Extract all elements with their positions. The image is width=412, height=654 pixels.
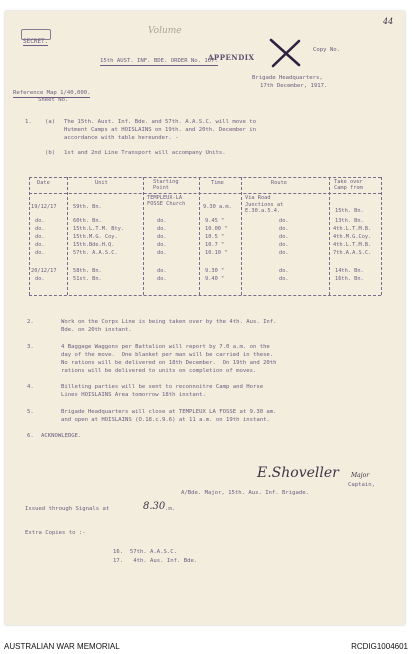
para-2-line: Work on the Corps Line is being taken over by the 4th. Aus. Inf. [61,319,277,325]
cell-from: 16th. Bn. [335,276,364,282]
order-date: 17th December, 1917. [260,83,328,89]
signature-title: A/Bde. Major, 15th. Aus. Inf. Brigade. [181,490,309,496]
cell-route: do. [279,242,289,248]
cell-time: 9.40 " [205,276,225,282]
order-title: 15th AUST. INF. BDE. ORDER No. 107. [100,58,218,64]
signature-rank: Major [351,472,370,479]
cell-from: 4th.M.G.Coy. [333,234,372,240]
header-unit: Unit [95,180,108,186]
cell-date: do. [35,250,45,256]
appendix-stamp: APPENDIX [208,53,255,62]
issued-suffix: .m. [165,506,176,512]
cell-route: do. [279,226,289,232]
signature: E.Shoveller [257,465,339,481]
cell-date: do. [35,218,45,224]
para-3-line: rations will be delivered to units on completion of moves. [61,368,257,374]
cell-time: 10.00 " [205,226,228,232]
issued-text: Issued through Signals at [25,506,110,512]
para-5-line: and open at HOISLAINS (O.18.c.9.6) at 11 a.m. on 19th instant. [61,417,270,423]
cell-from: 4th.L.T.M.B. [333,242,372,248]
cell-route: do. [279,218,289,224]
cell-unit: 51st. Bn. [73,276,102,282]
cell-time: 9.30 a.m. [203,204,232,210]
para-4-number: 4. [27,384,34,390]
reference-map: Reference Map 1/40,000. [13,90,91,96]
header-take-over: Take over Camp from [334,179,363,192]
header-starting-point: Starting Point [153,179,179,192]
cell-route: do. [279,234,289,240]
cell-time: 9.45 " [205,218,225,224]
x-mark-icon [267,37,305,69]
copy-number: Copy No. [313,47,340,53]
cell-from: 13th. Bn. [335,218,364,224]
sheet-label: Sheet No. [38,97,69,103]
cell-date: do. [35,276,45,282]
para-6-number: 6. [27,433,34,439]
cell-time: 10.10 " [205,250,228,256]
cell-unit: 58th. Bn. [73,268,102,274]
extra-copy-item: 16. 57th. A.A.S.C. [113,549,177,555]
para-3-number: 3. [27,344,34,350]
cell-date: do. [35,234,45,240]
pencil-note: Volume [148,26,182,36]
cell-time: 10.5 " [205,234,225,240]
cell-from: 15th. Bn. [335,208,364,214]
header-time: Time [211,180,224,186]
secret-label: SECRET. [23,38,49,45]
starting-point: TEMPLEUX-LA FOSSE Church [147,195,186,208]
cell-route: do. [279,276,289,282]
footer-institution: AUSTRALIAN WAR MEMORIAL [4,642,120,651]
extra-copies-title: Extra Copies to :- [25,530,86,536]
header-route: Route [271,180,287,186]
cell-sp: do. [157,250,167,256]
cell-from: 7th.A.A.S.C. [333,250,372,256]
cell-sp: do. [157,268,167,274]
cell-sp: do. [157,226,167,232]
cell-sp: do. [157,234,167,240]
para-1b-text: 1st and 2nd Line Transport will accompany Units. [64,150,226,156]
para-1b-label: (b) [45,150,56,156]
para-2-number: 2. [27,319,34,325]
cell-sp: do. [157,242,167,248]
para-5-line: Brigade Headquarters will close at TEMPLEUX LA FOSSE at 9.30 am. [61,409,277,415]
archive-footer [0,640,412,654]
cell-date: 20/12/17 [31,268,57,274]
para-2-line: Bde. on 20th instant. [61,327,132,333]
cell-unit: 57th. A.A.S.C. [73,250,118,256]
cell-time: 9.30 " [205,268,225,274]
cell-route: do. [279,250,289,256]
cell-unit: 15th.M.G. Coy. [73,234,118,240]
movement-table [29,177,381,295]
cell-time: 10.7 " [205,242,225,248]
para-3-line: No rations will be delivered on 18th December. On 19th and 20th [61,360,277,366]
para-3-line: 4 Baggage Waggons per Battalion will report by 7.0 a.m. on the [61,344,270,350]
cell-unit: 59th. Bn. [73,204,102,210]
header-date: Date [37,180,50,186]
para-3-line: day of the move. One blanket per man will be carried in these. [61,352,274,358]
para-4-line: Billeting parties will be sent to reconnoitre Camp and Horse [61,384,264,390]
issued-time: 8.30 [143,501,166,512]
para-4-line: Lines HOISLAINS Area tomorrow 18th instant. [61,392,206,398]
cell-date: do. [35,226,45,232]
brigade-hq: Brigade Headquarters, [252,75,323,81]
cell-unit: 60th. Bn. [73,218,102,224]
para-1a-line: Hutment Camps at HOISLAINS on 19th. and 20th. December in [64,127,256,133]
cell-from: 4th.L.T.M.B. [333,226,372,232]
cell-from: 14th. Bn. [335,268,364,274]
cell-sp: do. [157,218,167,224]
cell-date: do. [35,242,45,248]
acknowledge: ACKNOWLEDGE. [41,433,82,439]
cell-sp: do. [157,276,167,282]
footer-record-id: RCDIG1004601 [351,642,408,651]
cell-unit: 15th.L.T.M. Bty. [73,226,125,232]
route: Via Road Junctions at E.30.a.5.4. [245,195,284,215]
extra-copy-item: 17. 4th. Aus. Inf. Bde. [113,558,198,564]
signature-captain: Captain, [348,482,375,488]
page-number: 44 [383,17,394,26]
para-1-number: 1. [25,119,32,125]
para-1a-label: (a) [45,119,56,125]
para-1a-line: accordance with table hereunder. - [64,135,179,141]
para-1a-line: The 15th. Aust. Inf. Bde. and 57th. A.A.S.C. will move to [64,119,256,125]
cell-date: 19/12/17 [31,204,57,210]
document-page [5,11,405,625]
para-5-number: 5. [27,409,34,415]
cell-unit: 15th.Bde.H.Q. [73,242,115,248]
cell-route: do. [279,268,289,274]
